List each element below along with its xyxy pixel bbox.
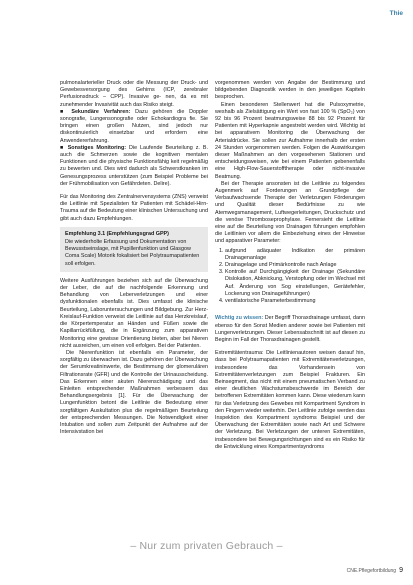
paragraph-text: Der Begriff Thoraxdrainage umfasst, dann ebenso für den Sonst Medien anderer sowie bei Patienten mit Lungenverletzungen. Dieser Lebensabschnitt ist auf diesen zu Beginn im Fall der Thoraxdrainagen gestellt.: [215, 315, 365, 343]
paragraph: Die Nierenfunktion ist ebenfalls ein Parameter, der sorgfältig zu überwachen ist. Dazu gehören der Überwachung der Serumkreatininwerte, die Bestimmung der glomerulären Filtrationsrate (GFR) und die Kontrolle der Urinausscheidung. Das Erkennen einer akuten Nierenschädigung und das Einleiten entsprechender Maßnahmen verbessern das Behandlungsergebnis [1]. Für die Überwachung der Lungenfunktion betont die Leitlinie die Bedeutung einer sorgfältigen Auskultation plus die regelmäßigen Beurteilung der entsprechenden Messungen. Die Notwendigkeit einer Intubation und sollen zum Zeitpunkt der Aufnahme auf der Intensivstation bei: [60, 349, 208, 436]
important-note-lead: Wichtig zu wissen:: [215, 315, 264, 322]
left-text-column: [60, 80, 208, 436]
list-item: 2. Drainagelage und Primärkontrolle nach Anlage: [225, 262, 365, 269]
private-use-watermark: – Nur zum privaten Gebrauch –: [130, 540, 283, 552]
paragraph: Weitere Ausführungen beziehen sich auf die Überwachung der Leber, die auf die nachfolgende Erkennung und Behandlung von Leberverletzungen und einer dysfunktionalen ebenfalls ist. Dies umfasst die klinische Beurteilung, Laboruntersuchungen und Bildgebung. Zur Herz-Kreislauf-Funktion verweist die Leitlinie auf das Herzkreislauf, die Körpertemperatur an Händen und Füßen sowie die Kapillarrückfüllung, die in Ergänzung zum apparativen Monitoring eine gewisse Orientierung bieten, aber bei Nieren nicht ausreichen, um einen voll erfolgen. Bei der Patienten.: [60, 277, 208, 349]
paragraph-lead: Sonstiges Monitoring:: [67, 144, 127, 151]
paragraph: pulmonalarterieller Druck oder die Messung der Druck- und Gewebesversorgung des Gehirns (ICP, zerebraler Perfusionsdruck – CPP). Invasive ge- nen, da es mit zunehmender Invasivität auch das Risiko steigt.: [60, 80, 208, 108]
recommendation-box: [60, 227, 208, 272]
bullet-icon: ■: [60, 108, 72, 115]
page-footer: [347, 567, 403, 574]
paragraph: vorgenommen werden von Angabe der Bestimmung und bildgebenden Diagnostik werden in den jeweiligen Kapiteln besprochen.: [215, 80, 365, 101]
right-text-column: [215, 80, 365, 451]
paragraph-lead: Sekundäre Verfahren:: [71, 108, 131, 115]
bullet-icon: ■: [60, 144, 68, 151]
paragraph: Einen besonderen Stellenwert hat die Pulsoxymetrie, weshalb als Zielsättigung ein Wert von fast 100 % (SpO₂) von 92 bis 96 Prozent beatmungsweise 88 bis 92 Prozent für Patienten mit Hyperkapnie angestrebt werden wird. Wichtig ist bei apparativem Monitoring die Überwachung der Arterialdrücke. Sie sollen zur Aufnahme innerhalb der ersten 24 Stunden vorgenommen werden. Folgen die Auswirkungen dieser Maßnahmen an den vorgesehenen Stationen und entscheidungsweisen, wie bei einem Patienten gebenenfalls eine High-Flow-Sauerstofftherapie oder nicht-invasive Beatmung.: [215, 101, 365, 180]
page-number: 9: [399, 567, 403, 574]
drainage-criteria-list: [215, 248, 365, 306]
list-item: 1. aufgrund adäquater Indikation der primären Drainagenanlage: [225, 248, 365, 262]
list-item: 4. ventilatorische Parameterbestimmung: [225, 298, 365, 305]
paragraph-text: Dazu gehören die Doppler sonografie, Lungensonografie oder Echokardiogra fie. Sie bringen einen großen Nutzen, sind jedoch nur diskontinuierlich einsetzbar und erfordern eine Anwendererfahrung.: [60, 108, 208, 144]
paragraph: [60, 145, 208, 188]
publisher-logo-text: Thie: [389, 10, 403, 17]
journal-name: CNE.Pflegefortbildung: [346, 568, 397, 574]
paragraph: [60, 109, 208, 145]
recommendation-title: Empfehlung 3.1 (Empfehlungsgrad GPP): [65, 230, 169, 237]
paragraph: [215, 315, 365, 344]
paragraph: Bei der Therapie ansonsten ist die Leitlinie zu folgendes Augenmerk auf Forderungen an Grundpflege der Verbaufwachsende Therapie der Verletzungen Förderungen und Qualität dieser Bedürfnisse zu wie Atemwegsmanagement, Luftwegerleitungen, Druckschutz und die venöse Thromboseprophylaxe. Fernersieht die Leitlinie eine auf die Beurteilung von Drainagen führungen empfohlen die Leitlinien vor allem die Einbeziehung eines der Hinweise und apparativer Parameter:: [215, 180, 365, 245]
paragraph: Für das Monitoring des Zentralnervensystems (ZNS) verweist die Leitlinie mit Spezialisten für Patienten mit Schädel-Hirn-Trauma auf die Bedeutung einer klinischen Untersuchung und gibt auch dazu Empfehlungen.: [60, 194, 208, 222]
paragraph: Extremitätentrauma: Die Leitlinienautoren weisen darauf hin, dass bei Polytraumapatienten mit Extremitätenverletzungen, insbesondere das Vorhandensein von Extremitätenverletzungen zum Beispiel Frakturen. Ein Beinsegment, das nicht mit einem pneumatischen Verband zu einer deutlichen Wachstumsbeschwerde im Bereich der betroffenen Extremitäten kommen kann. Diese wiederum kann für das Verletzung des Gewebes mit Kompartment Syndrom in den Fingern wieder weiterhin. Der Leitlinie zufolge werden das Inspektion des Kompartment syndroms Beispiel und der Überwachung der Extremitäten sowie nach Art und Schwere der Verletzung. Bei Verletzungen der unteren Extremitäten, insbesondere bei Bewegungsrichtungen sind es ein Risiko für die Entwicklung eines Kompartmentsyndroms: [215, 350, 365, 450]
paragraph-text: Die Laufende Beurteilung z. B. auch die Schmerzen sowie die kognitiven mentalen Funktionen und die physische Funktionsfähig keit regelmäßig zu bewerten und. Dies wird dadurch als Schwerstkranken im Genesungsprozess unterstützen (zum Beispiel Probleme bei der Frühmobilisation von Gefährdeten. Delire).: [60, 144, 208, 187]
list-item: 3. Kontrolle auf Durchgängigkeit der Drainage (Sekundäre Dislokation, Abknickung, Verstopfung oder im Wechsel mit Auf. Änderung von Sog einstellungen, Gerätefehler, Lockerung von Drainageführungen): [225, 269, 365, 298]
recommendation-text: Die wiederholte Erfassung und Dokumentation von Bewusstseinslage, mit Pupillenfunktion und Glasgow Coma Scale) Motorik fokalisiert bei Polytraumapatienten soll erfolgen.: [65, 239, 200, 267]
